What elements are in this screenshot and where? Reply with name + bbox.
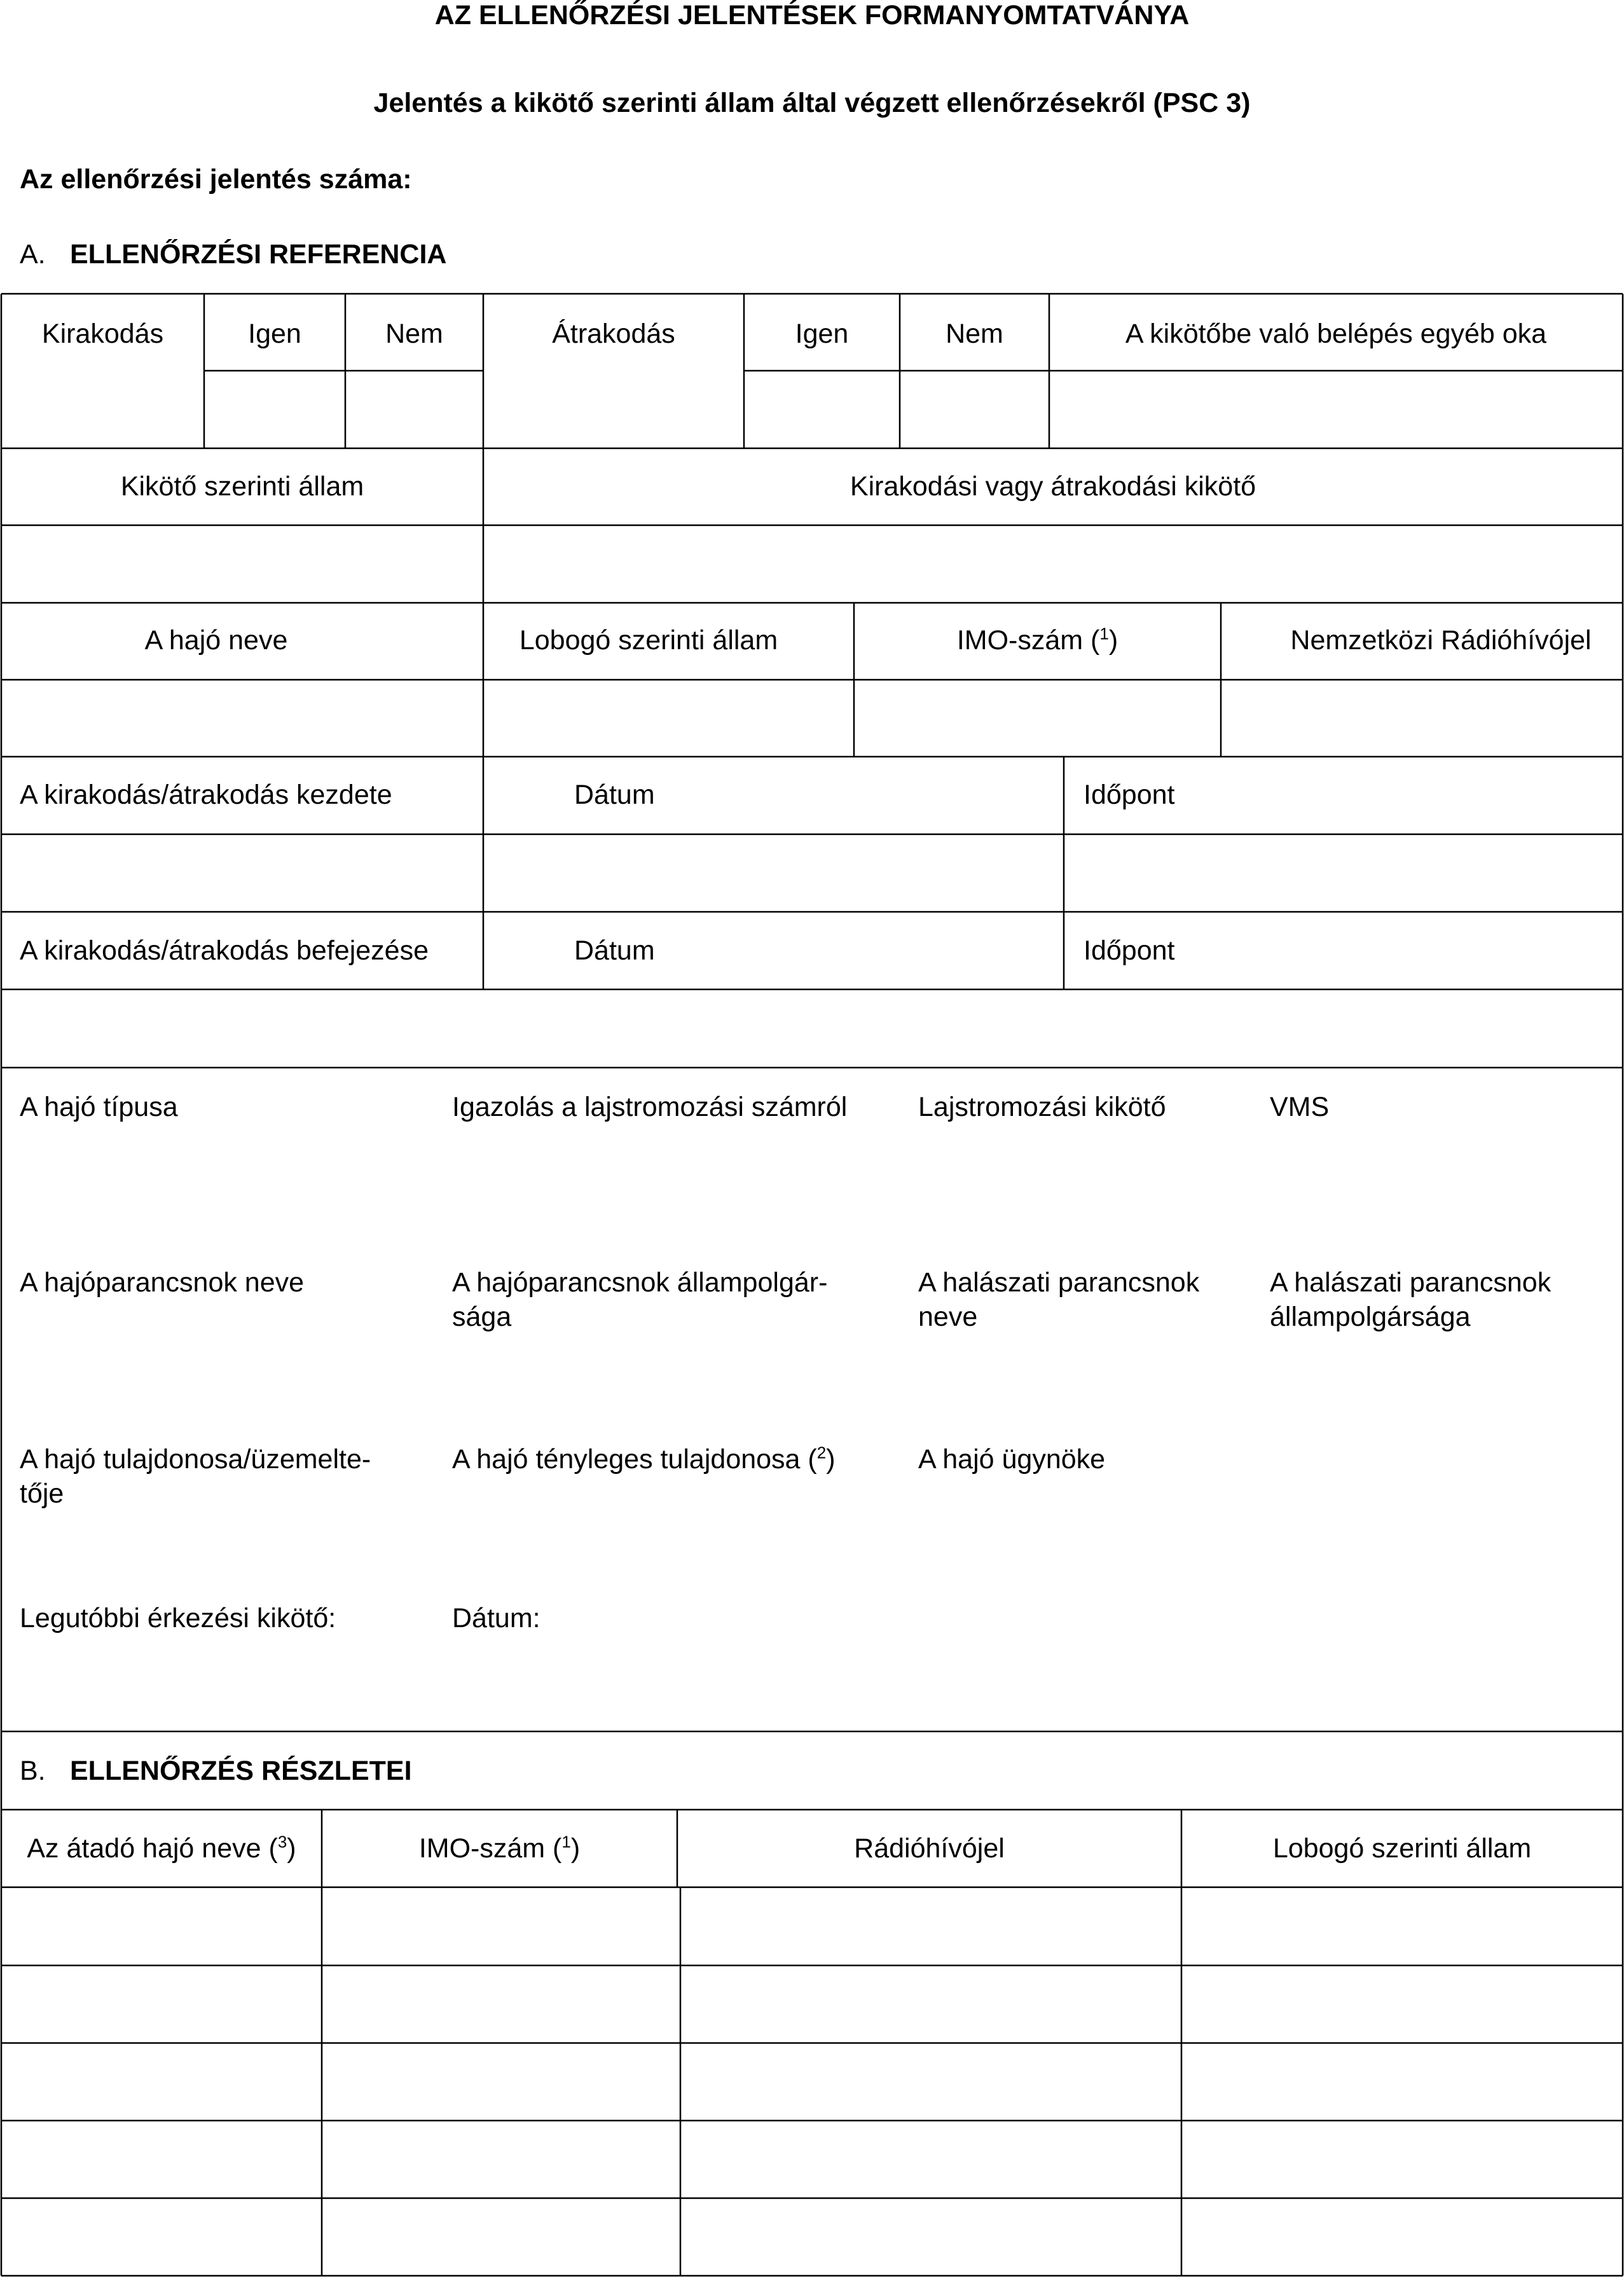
master-nationality-label: A hajóparancsnok állampolgár- sága <box>452 1267 828 1332</box>
section-b-title: ELLENŐRZÉS RÉSZLETEI <box>70 1756 412 1786</box>
vms-label: VMS <box>1270 1092 1330 1122</box>
landing-yes-label: Igen <box>248 319 301 349</box>
footnote-ref-3: 3 <box>277 1832 287 1852</box>
end-time-label: Időpont <box>1084 935 1175 966</box>
other-reason-field[interactable] <box>1050 372 1621 447</box>
flag-state-field[interactable] <box>485 681 853 755</box>
transhipment-yes-label: Igen <box>795 319 849 349</box>
page-subtitle: Jelentés a kikötő szerinti állam által végzett ellenőrzésekről (PSC 3) <box>373 88 1251 118</box>
table-row[interactable] <box>3 2199 1621 2274</box>
footnote-ref-1: 1 <box>1099 624 1109 643</box>
footnote-ref-1b: 1 <box>561 1832 571 1852</box>
end-field[interactable] <box>3 991 1621 1066</box>
port-state-label: Kikötő szerinti állam <box>120 471 364 502</box>
transhipment-no-label: Nem <box>946 319 1003 349</box>
registration-port-label: Lajstromozási kikötő <box>918 1092 1166 1122</box>
start-field[interactable] <box>3 836 482 911</box>
table-row[interactable] <box>3 1967 1621 2042</box>
donor-call-sign-header: Rádióhívójel <box>854 1833 1005 1864</box>
radio-call-sign-label: Nemzetközi Rádióhívójel <box>1290 625 1592 656</box>
table-row[interactable] <box>3 2044 1621 2119</box>
end-label: A kirakodás/átrakodás befejezése <box>20 935 429 966</box>
imo-number-label: IMO-szám ($^1$) <box>956 624 1118 656</box>
table-row[interactable] <box>3 1888 1621 1964</box>
fishing-master-nationality-label: A halászati parancsnok állampolgársága <box>1270 1267 1552 1332</box>
vessel-agent-label: A hajó ügynöke <box>918 1444 1106 1475</box>
vessel-name-label: A hajó neve <box>144 625 288 656</box>
start-time-field[interactable] <box>1065 836 1621 911</box>
transhipment-yes-field[interactable] <box>745 372 898 447</box>
landing-no-label: Nem <box>385 319 443 349</box>
beneficial-owner-label: A hajó tényleges tulajdonosa ($^2$) <box>452 1443 836 1475</box>
transhipment-label: Átrakodás <box>552 319 675 349</box>
start-time-label: Időpont <box>1084 780 1175 810</box>
donor-flag-state-header: Lobogó szerinti állam <box>1272 1833 1532 1864</box>
vessel-type-label: A hajó típusa <box>20 1092 178 1122</box>
last-port-label: Legutóbbi érkezési kikötő: <box>20 1603 336 1634</box>
flag-state-label: Lobogó szerinti állam <box>519 625 778 656</box>
end-date-label: Dátum <box>574 935 655 966</box>
port-of-landing-label: Kirakodási vagy átrakodási kikötő <box>850 471 1256 502</box>
start-date-label: Dátum <box>574 780 655 810</box>
donor-vessel-name-header: Az átadó hajó neve ($^3$) <box>27 1832 296 1864</box>
registration-proof-label: Igazolás a lajstromozási számról <box>452 1092 848 1122</box>
footnote-ref-2: 2 <box>816 1443 827 1462</box>
donor-imo-header: IMO-szám ($^1$) <box>418 1832 581 1864</box>
page-title: AZ ELLENŐRZÉSI JELENTÉSEK FORMANYOMTATVÁNYA <box>434 0 1190 31</box>
landing-label: Kirakodás <box>41 319 164 349</box>
start-date-field[interactable] <box>485 836 1063 911</box>
master-name-label: A hajóparancsnok neve <box>20 1267 305 1298</box>
owner-operator-label: A hajó tulajdonosa/üzemelte- tője <box>20 1444 371 1509</box>
section-a-title: ELLENŐRZÉSI REFERENCIA <box>70 239 447 270</box>
report-number-label: Az ellenőrzési jelentés száma: <box>20 164 412 195</box>
fishing-master-name-label: A halászati parancsnok neve <box>918 1267 1200 1332</box>
start-label: A kirakodás/átrakodás kezdete <box>20 780 392 810</box>
port-state-field[interactable] <box>3 526 482 602</box>
radio-call-sign-field[interactable] <box>1222 681 1621 755</box>
other-reason-label: A kikötőbe való belépés egyéb oka <box>1125 319 1547 349</box>
imo-number-field[interactable] <box>855 681 1220 755</box>
port-of-landing-field[interactable] <box>485 526 1621 602</box>
vessel-name-field[interactable] <box>3 681 482 755</box>
landing-no-field[interactable] <box>347 372 482 447</box>
table-row[interactable] <box>3 2122 1621 2197</box>
section-a-letter: A. <box>20 239 46 270</box>
last-port-date-label: Dátum: <box>452 1603 540 1634</box>
section-b-letter: B. <box>20 1756 46 1786</box>
transhipment-no-field[interactable] <box>901 372 1048 447</box>
landing-yes-field[interactable] <box>205 372 344 447</box>
